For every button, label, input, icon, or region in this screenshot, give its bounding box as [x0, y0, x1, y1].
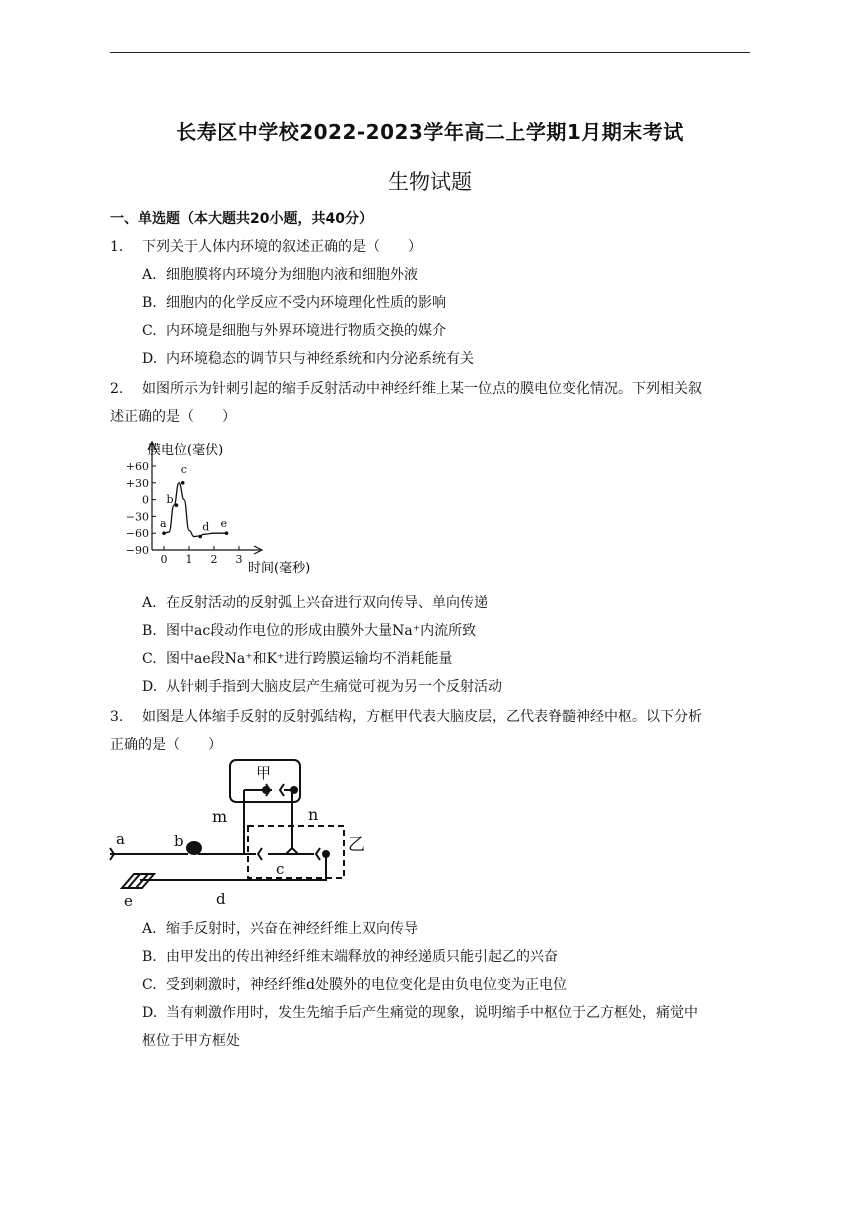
- chart-series: [164, 483, 227, 537]
- q1-option-b: B. 细胞内的化学反应不受内环境理化性质的影响: [142, 295, 446, 311]
- neuron-body-jia: [263, 787, 269, 793]
- membrane-potential-curve: [164, 483, 227, 537]
- point-label: e: [220, 517, 228, 531]
- y-tick-label: −60: [125, 527, 149, 541]
- q3-option-d-cont: 枢位于甲方框处: [142, 1033, 240, 1049]
- q3-option-a: A. 缩手反射时，兴奋在神经纤维上双向传导: [142, 921, 418, 937]
- point-label: b: [166, 493, 174, 507]
- effector-e: [122, 874, 154, 888]
- afferent-fiber: [110, 848, 262, 860]
- membrane-potential-chart: [112, 436, 322, 578]
- efferent-fiber-d: [140, 854, 326, 880]
- q2-option-b: B. 图中ac段动作电位的形成由膜外大量Na⁺内流所致: [142, 623, 477, 639]
- label-jia: 甲: [256, 764, 272, 782]
- point-label: c: [180, 462, 187, 476]
- q2-option-a: A. 在反射活动的反射弧上兴奋进行双向传导、单向传递: [142, 595, 488, 611]
- reflex-arc-diagram: [108, 758, 370, 908]
- data-point: [225, 531, 229, 535]
- q3-option-b: B. 由甲发出的传出神经纤维末端释放的神经递质只能引起乙的兴奋: [142, 949, 558, 965]
- q1-option-d: D. 内环境稳态的调节只与神经系统和内分泌系统有关: [142, 351, 474, 367]
- q2-option-d: D. 从针刺手指到大脑皮层产生痛觉可视为另一个反射活动: [142, 679, 502, 695]
- point-label: d: [202, 520, 210, 534]
- question-number: 3.: [110, 709, 124, 725]
- chart-axes: [148, 442, 262, 554]
- x-tick-label: 3: [235, 553, 243, 566]
- q3-option-c: C. 受到刺激时，神经纤维d处膜外的电位变化是由负电位变为正电位: [142, 977, 567, 993]
- label-yi: 乙: [348, 835, 365, 855]
- question-2-stem-cont: 述正确的是（ ）: [110, 409, 236, 425]
- header-rule: [110, 52, 750, 53]
- question-3-stem-cont: 正确的是（ ）: [110, 737, 222, 753]
- label-c: c: [276, 860, 285, 878]
- data-point: [198, 535, 202, 539]
- y-tick-label: +60: [125, 460, 149, 473]
- question-1-stem: [110, 236, 422, 256]
- label-n: n: [308, 805, 319, 824]
- label-m: m: [212, 807, 228, 826]
- question-text: 如图所示为针刺引起的缩手反射活动中神经纤维上某一位点的膜电位变化情况。下列相关叙: [142, 381, 702, 397]
- y-tick-label: −90: [125, 544, 149, 557]
- q1-option-a: A. 细胞膜将内环境分为细胞内液和细胞外液: [142, 267, 418, 283]
- question-3-stem: [110, 706, 702, 726]
- exam-title: 长寿区中学校2022-2023学年高二上学期1月期末考试: [176, 120, 684, 144]
- question-2-stem: [110, 378, 702, 398]
- label-d: d: [216, 890, 226, 908]
- question-number: 1.: [110, 239, 124, 255]
- x-axis-label: 时间(毫秒): [248, 561, 311, 576]
- y-tick-label: −30: [125, 510, 149, 524]
- y-axis-label: 膜电位(毫伏): [148, 443, 224, 458]
- question-number: 2.: [110, 381, 124, 397]
- label-e: e: [124, 892, 133, 908]
- label-a: a: [116, 830, 125, 848]
- data-point: [162, 531, 166, 535]
- data-point: [175, 503, 179, 507]
- section-heading: 一、单选题（本大题共20小题，共40分）: [110, 211, 373, 227]
- x-tick-label: 0: [160, 553, 168, 566]
- q1-option-c: C. 内环境是细胞与外界环境进行物质交换的媒介: [142, 323, 446, 339]
- q2-option-c: C. 图中ae段Na⁺和K⁺进行跨膜运输均不消耗能量: [142, 651, 453, 667]
- ganglion-b: [187, 842, 201, 854]
- q3-option-d: D. 当有刺激作用时，发生先缩手后产生痛觉的现象，说明缩手中枢位于乙方框处，痛觉中: [142, 1005, 698, 1021]
- question-text: 下列关于人体内环境的叙述正确的是（ ）: [142, 239, 422, 255]
- data-point: [181, 481, 185, 485]
- point-label: a: [160, 517, 167, 531]
- label-b: b: [174, 832, 184, 850]
- y-tick-label: 0: [142, 493, 149, 507]
- exam-subtitle: 生物试题: [388, 170, 472, 194]
- question-text: 如图是人体缩手反射的反射弧结构，方框甲代表大脑皮层，乙代表脊髓神经中枢。以下分析: [142, 709, 702, 725]
- x-tick-label: 1: [185, 553, 193, 566]
- y-tick-label: +30: [125, 476, 149, 490]
- x-tick-label: 2: [210, 553, 218, 566]
- interneuron-c: [268, 848, 320, 860]
